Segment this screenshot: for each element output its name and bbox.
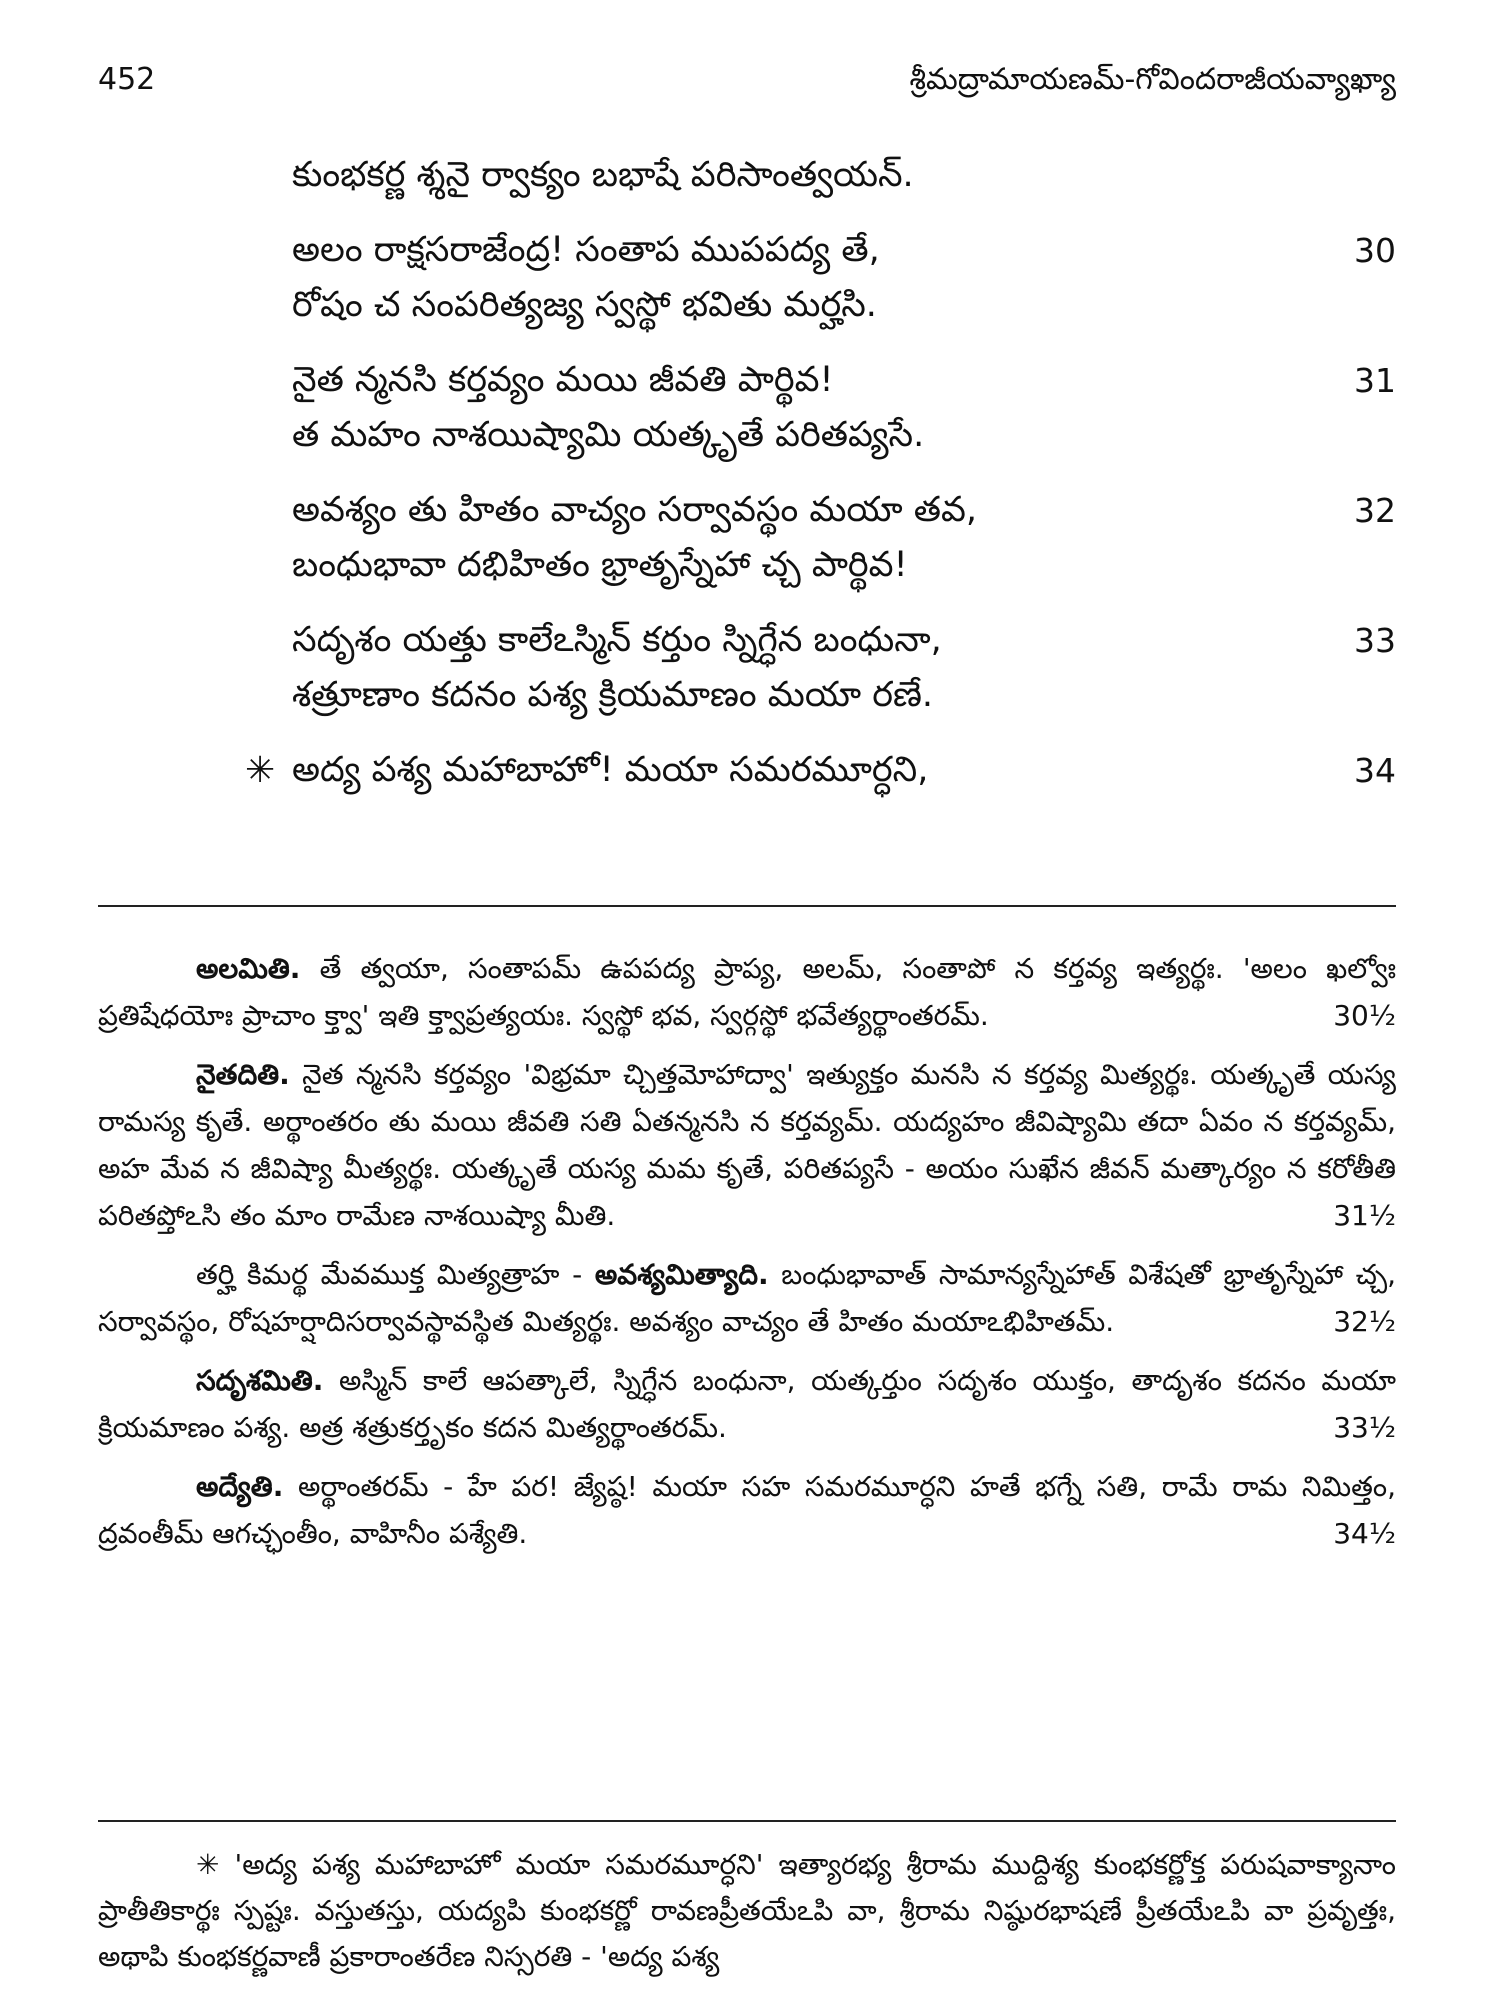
lemma: అవశ్యమిత్యాది. bbox=[594, 1258, 769, 1291]
verse-line: అవశ్యం తు హితం వాచ్యం సర్వావస్థం మయా తవ, 32 bbox=[0, 483, 1500, 538]
verse-line: త మహం నాశయిష్యామి యత్కృతే పరితప్యసే. bbox=[292, 415, 925, 455]
asterisk-icon: ✳ bbox=[196, 1848, 220, 1881]
commentary-paragraph: నైతదితి. నైత న్మనసి కర్తవ్యం 'విభ్రమా చ్చిత్తమోహాద్వా' ఇత్యుక్తం మనసి న కర్తవ్య మిత్యర్థః. యత్కృతే యస్య రామస్య కృతే. అర్థాంతరం తు మయి జీవతి సతి ఏతన్మనసి న కర్తవ్యమ్. యద్యహం జీవిష్యామి తదా ఏవం న కర్తవ్యమ్, అహ మేవ న జీవిష్యా మీత్యర్థః. యత్కృతే యస్య మమ కృతే, పరితప్యసే - అయం సుఖేన జీవన్ మత్కార్యం న కరోతీతి పరితప్తోఽసి తం మాం రామేణ నాశయిష్యా మీతి. 31½ bbox=[98, 1051, 1396, 1239]
verse-block bbox=[0, 148, 1500, 203]
verse-number: 30 bbox=[1354, 231, 1396, 270]
divider bbox=[98, 1820, 1396, 1822]
verse-line: శత్రూణాం కదనం పశ్య క్రియమాణం మయా రణే. bbox=[292, 675, 933, 715]
footnote-text: 'అద్య పశ్య మహాబాహో మయా సమరమూర్ధని' ఇత్యారభ్య శ్రీరామ ముద్దిశ్య కుంభకర్ణోక్త పరుషవాక్యానాం ప్రాతీతికార్థః స్పష్టః. వస్తుతస్తు, యద్యపి కుంభకర్ణో రావణప్రీతయేఽపి వా, శ్రీరామ నిష్ఠురభాషణే ప్రీతయేఽపి వా ప్రవృత్తః, అథాపి కుంభకర్ణవాణీ ప్రకారాంతరేణ నిస్సరతి - 'అద్య పశ్య bbox=[98, 1848, 1396, 1973]
verse-number: 31 bbox=[1354, 361, 1396, 400]
footnote bbox=[98, 1842, 1396, 1980]
verse-block bbox=[0, 353, 1500, 463]
verse-block bbox=[0, 743, 1500, 798]
lemma: అలమితి. bbox=[196, 952, 301, 985]
verse-reference: 34½ bbox=[1333, 1517, 1396, 1550]
verse-block bbox=[0, 483, 1500, 593]
page-number: 452 bbox=[98, 62, 156, 97]
commentary-paragraph: అలమితి. తే త్వయా, సంతాపమ్ ఉపపద్య ప్రాప్య, అలమ్, సంతాపో న కర్తవ్య ఇత్యర్థః. 'అలం ఖల్వోః ప్రతిషేధయోః ప్రాచాం క్త్వా' ఇతి క్త్వాప్రత్యయః. స్వస్థో భవ, స్వర్గస్థో భవేత్యర్థాంతరమ్. 30½ bbox=[98, 945, 1396, 1039]
verse-reference: 33½ bbox=[1333, 1411, 1396, 1444]
lemma: నైతదితి. bbox=[196, 1058, 290, 1091]
verse-section bbox=[0, 148, 1500, 818]
asterisk-icon: ✳ bbox=[245, 750, 276, 791]
verse-line: అలం రాక్షసరాజేంద్ర! సంతాప ముపపద్య తే, 30 bbox=[0, 223, 1500, 278]
verse-reference: 32½ bbox=[1333, 1305, 1396, 1338]
verse-number: 32 bbox=[1354, 491, 1396, 530]
divider bbox=[98, 905, 1396, 907]
verse-number: 33 bbox=[1354, 621, 1396, 660]
commentary-paragraph: అద్యేతి. అర్థాంతరమ్ - హే పర! జ్యేష్ఠ! మయా సహ సమరమూర్ధని హతే భగ్నే సతి, రామే రామ నిమిత్తం, ద్రవంతీమ్ ఆగచ్ఛంతీం, వాహినీం పశ్యేతి. 34½ bbox=[98, 1463, 1396, 1557]
lemma: అద్యేతి. bbox=[196, 1470, 284, 1503]
verse-line: సదృశం యత్తు కాలేఽస్మిన్ కర్తుం స్నిగ్ధేన బంధునా, 33 bbox=[0, 613, 1500, 668]
verse-line: కుంభకర్ణ శ్శనై ర్వాక్యం బభాషే పరిసాంత్వయన్. bbox=[292, 155, 914, 195]
verse-line: రోషం చ సంపరిత్యజ్య స్వస్థో భవితు మర్హసి. bbox=[292, 285, 877, 325]
commentary-paragraph: సదృశమితి. అస్మిన్ కాలే ఆపత్కాలే, స్నిగ్ధేన బంధునా, యత్కర్తుం సదృశం యుక్తం, తాదృశం కదనం మయా క్రియమాణం పశ్య. అత్ర శత్రుకర్తృకం కదన మిత్యర్థాంతరమ్. 33½ bbox=[98, 1357, 1396, 1451]
verse-block bbox=[0, 613, 1500, 723]
verse-block bbox=[0, 223, 1500, 333]
lemma: సదృశమితి. bbox=[196, 1364, 324, 1397]
verse-line: బంధుభావా దభిహితం భ్రాతృస్నేహా చ్చ పార్థివ! bbox=[292, 545, 908, 585]
commentary-paragraph: తర్హి కిమర్థ మేవముక్త మిత్యత్రాహ - అవశ్యమిత్యాది. బంధుభావాత్ సామాన్యస్నేహాత్ విశేషతో భ్రాతృస్నేహా చ్చ, సర్వావస్థం, రోషహర్షాదిసర్వావస్థావస్థిత మిత్యర్థః. అవశ్యం వాచ్యం తే హితం మయాఽభిహితమ్. 32½ bbox=[98, 1251, 1396, 1345]
verse-line: నైత న్మనసి కర్తవ్యం మయి జీవతి పార్థివ! 31 bbox=[0, 353, 1500, 408]
verse-reference: 30½ bbox=[1333, 999, 1396, 1032]
page-header bbox=[98, 62, 1396, 102]
commentary-section bbox=[98, 945, 1396, 1569]
verse-reference: 31½ bbox=[1333, 1199, 1396, 1232]
verse-line: ✳ అద్య పశ్య మహాబాహో! మయా సమరమూర్ధని, 34 bbox=[0, 743, 1500, 798]
running-title: శ్రీమద్రామాయణమ్-గోవిందరాజీయవ్యాఖ్యా bbox=[909, 62, 1396, 97]
verse-number: 34 bbox=[1354, 751, 1396, 790]
